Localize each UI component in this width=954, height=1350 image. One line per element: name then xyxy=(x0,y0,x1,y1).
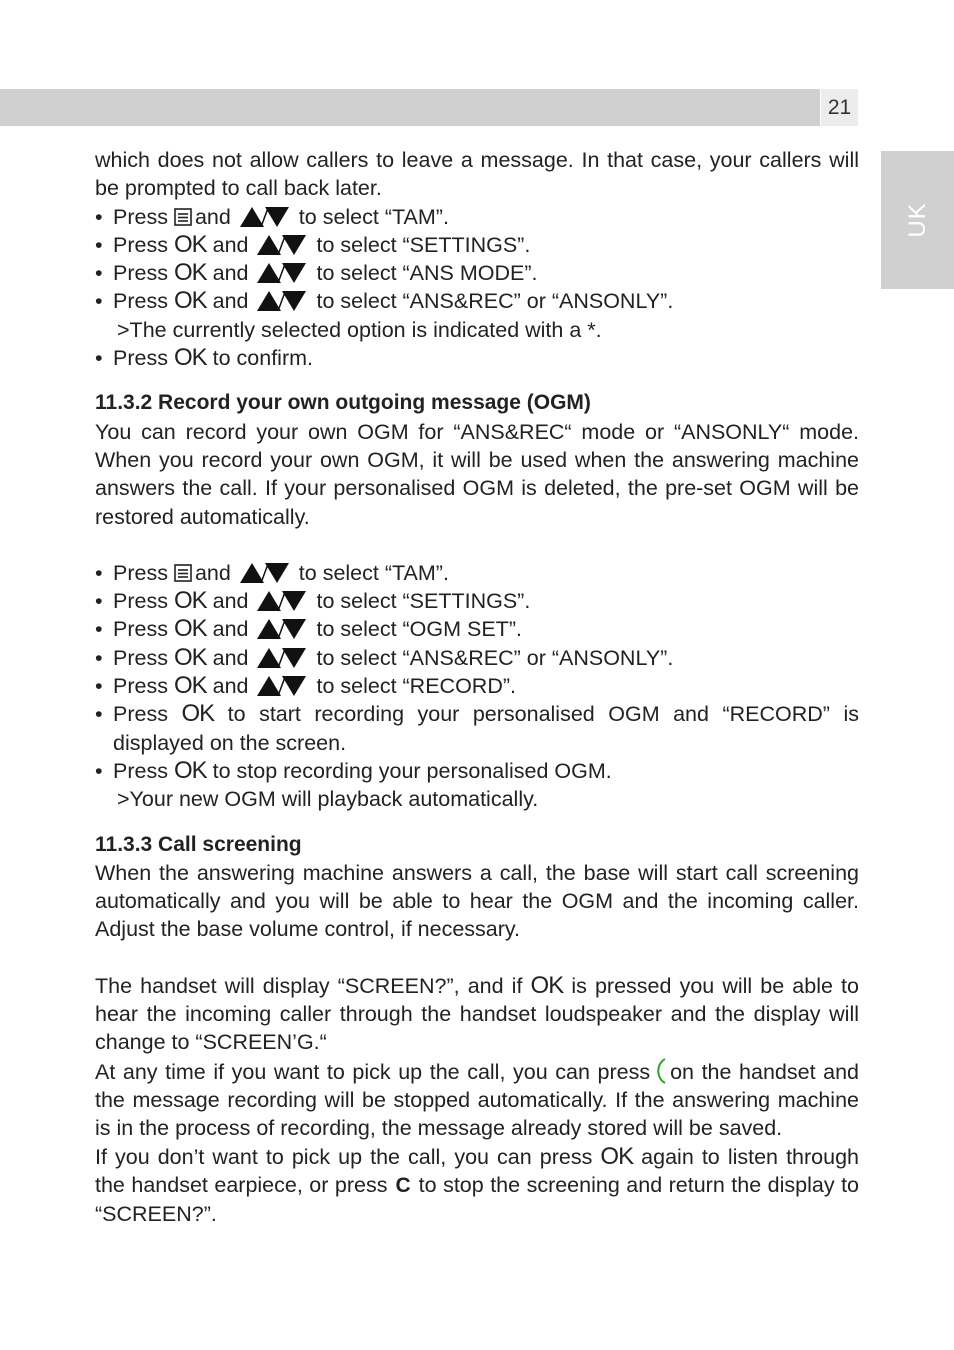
screening-paragraph-1: When the answering machine answers a call, the base will start call screening automatically and you will be able to hear the OGM and the incoming caller. Adjust the base volume control, if necessary. xyxy=(95,860,859,942)
ok-key-icon: OK xyxy=(173,672,207,700)
ok-key-icon: OK xyxy=(173,230,207,258)
header-bar xyxy=(0,89,820,126)
section-heading-screening: 11.3.3 Call screening xyxy=(95,832,302,856)
up-down-arrows-icon xyxy=(256,618,308,640)
screening-paragraph-2: The handset will display “SCREEN?”, and if OK is pressed you will be able to hear the incoming caller through the handset loudspeaker and the display will change to “SCREEN’G.“ xyxy=(95,971,859,1055)
ok-key-icon: OK xyxy=(173,643,207,671)
language-tab xyxy=(881,151,954,289)
ok-key-icon: OK xyxy=(173,259,207,287)
green-call-icon xyxy=(654,1057,668,1085)
up-down-arrows-icon xyxy=(256,647,308,669)
screening-paragraph-4: If you don’t want to pick up the call, you can press OK again to listen through the handset earpiece, or press C to stop the screening and return the display to “SCREEN?”. xyxy=(95,1142,859,1227)
intro-step-1: • Press and to select “TAM”. xyxy=(95,204,449,229)
menu-list-icon xyxy=(174,564,192,582)
ogm-step-2: • Press OK and to select “SETTINGS”. xyxy=(95,587,531,615)
ok-key-icon: OK xyxy=(173,587,207,615)
intro-step-3: • Press OK and to select “ANS MODE”. xyxy=(95,259,538,287)
ogm-step-1: • Press and to select “TAM”. xyxy=(95,560,449,585)
ogm-note: >Your new OGM will playback automatically. xyxy=(117,787,539,812)
ogm-step-7: • Press OK to stop recording your personalised OGM. xyxy=(95,756,612,784)
up-down-arrows-icon xyxy=(256,675,308,697)
ogm-step-5: • Press OK and to select “RECORD”. xyxy=(95,672,516,700)
menu-list-icon xyxy=(174,208,192,226)
ogm-paragraph: You can record your own OGM for “ANS&REC“ mode or “ANSONLY“ mode. When you record your own OGM, it will be used when the answering machine answers the call. If your personalised OGM is deleted, the pre-set OGM will be restored automatically. xyxy=(95,419,859,529)
ogm-step-4: • Press OK and to select “ANS&REC” or “ANSONLY”. xyxy=(95,643,674,671)
ogm-step-6: • Press OK to start recording your personalised OGM and “RECORD” is displayed on the screen. xyxy=(95,700,859,755)
intro-step-2: • Press OK and to select “SETTINGS”. xyxy=(95,230,531,258)
ok-key-icon: OK xyxy=(600,1142,634,1170)
screening-paragraph-3: At any time if you want to pick up the call, you can press on the handset and the message recording will be stopped automatically. If the answering machine is in the process of recording, the message already stored will be saved. xyxy=(95,1057,859,1143)
language-tab-label: UK xyxy=(903,202,931,238)
ok-key-icon: OK xyxy=(530,971,564,999)
ok-key-icon: OK xyxy=(173,615,207,643)
page-content xyxy=(95,146,859,1228)
ogm-step-3: • Press OK and to select “OGM SET”. xyxy=(95,615,522,643)
up-down-arrows-icon xyxy=(239,206,291,228)
up-down-arrows-icon xyxy=(239,562,291,584)
ok-key-icon: OK xyxy=(173,344,207,372)
c-key-icon: C xyxy=(395,1173,411,1197)
intro-step-4: • Press OK and to select “ANS&REC” or “ANSONLY”. xyxy=(95,287,674,315)
section-heading-ogm: 11.3.2 Record your own outgoing message (OGM) xyxy=(95,391,591,415)
up-down-arrows-icon xyxy=(256,234,308,256)
ok-key-icon: OK xyxy=(173,287,207,315)
page-number: 21 xyxy=(821,89,858,126)
ok-key-icon: OK xyxy=(173,756,207,784)
intro-step-5: • Press OK to confirm. xyxy=(95,344,313,372)
intro-paragraph: which does not allow callers to leave a message. In that case, your callers will be prompted to call back later. xyxy=(95,148,859,201)
intro-note: >The currently selected option is indicated with a *. xyxy=(117,317,602,342)
up-down-arrows-icon xyxy=(256,590,308,612)
up-down-arrows-icon xyxy=(256,262,308,284)
ok-key-icon: OK xyxy=(181,700,215,728)
up-down-arrows-icon xyxy=(256,290,308,312)
